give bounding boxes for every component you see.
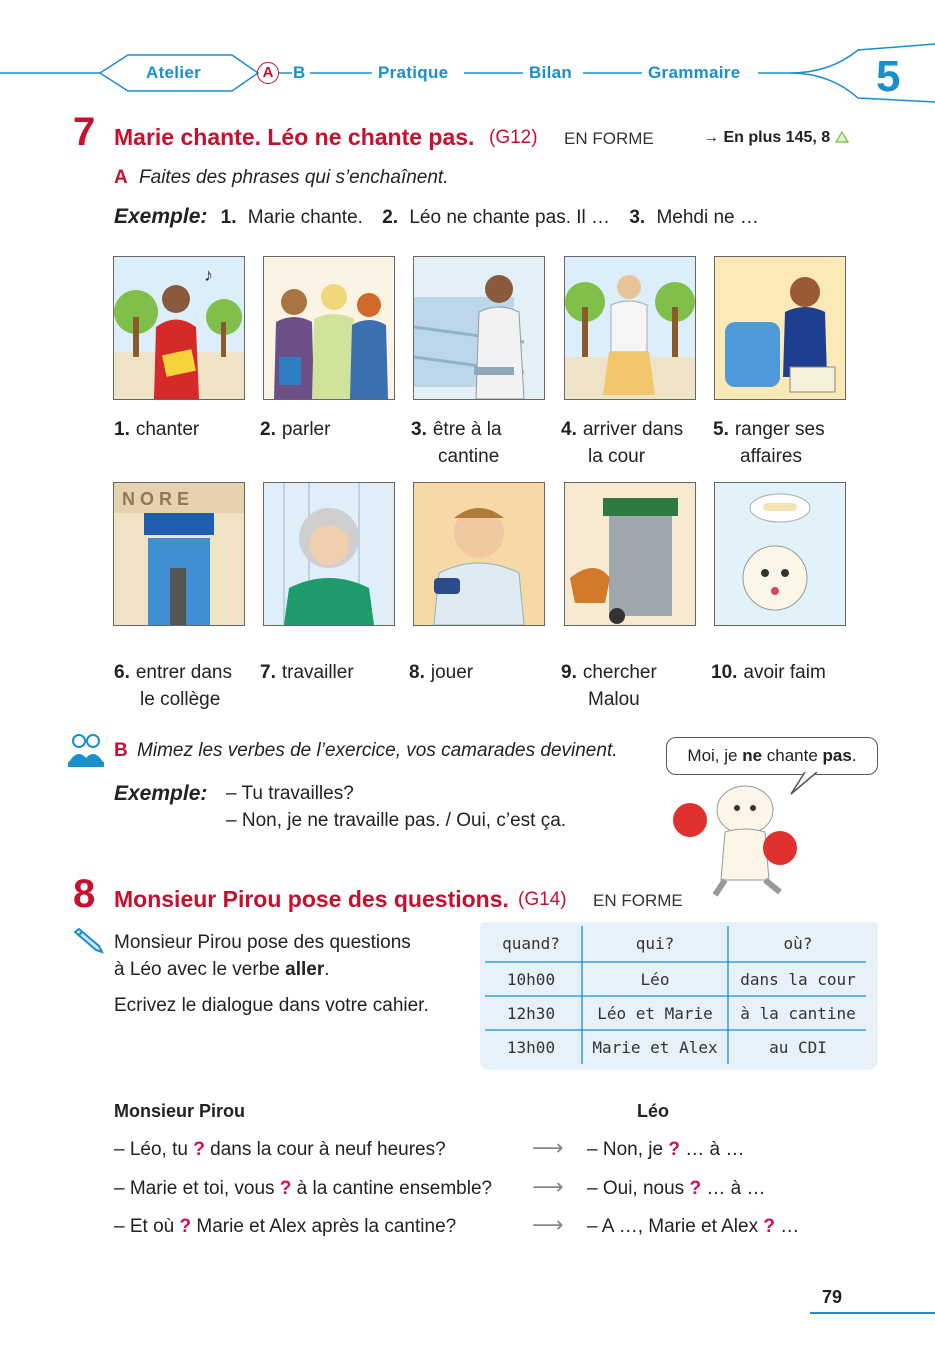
example-text: Léo ne chante pas. Il …: [409, 207, 611, 228]
dialog-question: – Marie et toi, vous ? à la cantine ensemble?: [114, 1178, 493, 1199]
illustration-dog-hungry: [714, 482, 846, 626]
part-a-instruction: Faites des phrases qui s’enchaînent.: [139, 167, 449, 188]
part-a-letter: A: [114, 167, 128, 188]
caption-9: 9. chercher Malou: [561, 662, 657, 710]
pair-work-icon: [68, 732, 104, 768]
speech-bubble: Moi, je ne chante pas.: [666, 737, 878, 775]
triangle-icon: [835, 131, 849, 143]
plus-arrow: →: [703, 129, 719, 146]
illustration-boy-playing-phone: [413, 482, 545, 626]
nav-lines: [0, 40, 935, 110]
illustration-three-boys-talking: [263, 256, 395, 400]
example-line: [114, 205, 759, 229]
exercise-7-number: 7: [73, 110, 96, 154]
example-text: Marie chante.: [247, 207, 363, 228]
dialog-left-header: Monsieur Pirou: [114, 1101, 246, 1121]
caption-4: 4. arriver dans la cour: [561, 419, 684, 467]
ex8-intro-line-1: Monsieur Pirou pose des questions: [114, 932, 411, 953]
table-cell: 10h00: [506, 970, 556, 989]
b-example-line-1: – Tu travailles?: [226, 783, 354, 804]
exercise-7-gref[interactable]: (G12): [489, 127, 538, 148]
table-header: qui?: [635, 934, 675, 953]
example-num: 2.: [382, 207, 399, 228]
table-cell: Léo: [640, 970, 670, 989]
example-num: 3.: [629, 207, 646, 228]
caption-1: 1. chanter: [114, 419, 200, 440]
table-header: où?: [783, 934, 813, 953]
exercise-7-title: Marie chante. Léo ne chante pas.: [114, 124, 475, 150]
table-cell: dans la cour: [740, 970, 856, 989]
table-cell: Léo et Marie: [597, 1004, 713, 1023]
page-number-rule: [810, 1312, 935, 1314]
arrow-icon: ⟶: [532, 1174, 564, 1199]
illustration-singing-girl: [113, 256, 245, 400]
illustration-boy-at-cantine: [413, 256, 545, 400]
exercise-8-number: 8: [73, 872, 96, 916]
unit-number: 5: [876, 52, 901, 101]
exercise-8-gref[interactable]: (G14): [518, 889, 567, 910]
exercise-8-tag: EN FORME: [593, 891, 683, 910]
table-cell: à la cantine: [740, 1004, 856, 1023]
sign-text: N O R E: [122, 489, 190, 509]
illustration-woman-arriving: [564, 256, 696, 400]
arrow-icon: ⟶: [532, 1212, 564, 1237]
dialog-answer: – A …, Marie et Alex ? …: [587, 1216, 800, 1237]
nav-pratique[interactable]: Pratique: [378, 63, 449, 82]
ex8-instruction: Ecrivez le dialogue dans votre cahier.: [114, 995, 429, 1016]
page-number: 79: [822, 1287, 843, 1307]
nav-atelier[interactable]: Atelier: [146, 63, 202, 82]
arrow-icon: ⟶: [532, 1135, 564, 1160]
table-cell: au CDI: [769, 1038, 827, 1057]
caption-8: 8. jouer: [409, 662, 474, 683]
part-b-instruction: Mimez les verbes de l’exercice, vos camarades devinent.: [137, 740, 618, 761]
illustration-dog-boxing: [665, 770, 825, 900]
example-label: Exemple:: [114, 205, 208, 228]
illustration-dog-and-bin: [564, 482, 696, 626]
pencil-icon: [72, 928, 104, 954]
en-plus-ref[interactable]: En plus 145, 8: [723, 129, 831, 146]
caption-5: 5. ranger ses affaires: [713, 419, 825, 467]
ex8-intro-line-2: à Léo avec le verbe aller.: [114, 959, 330, 980]
nav-a-circle[interactable]: A: [257, 62, 279, 84]
caption-7: 7. travailler: [260, 662, 354, 683]
caption-6: 6. entrer dans le collège: [114, 662, 232, 710]
schedule-table: [480, 922, 878, 1070]
nav-grammaire[interactable]: Grammaire: [648, 63, 741, 82]
svg-text:♪: ♪: [204, 265, 213, 285]
illustration-school-entrance: [113, 482, 245, 626]
example-num: 1.: [220, 207, 237, 228]
dialog-right-header: Léo: [637, 1101, 670, 1121]
caption-10: 10. avoir faim: [711, 662, 826, 683]
nav-bilan[interactable]: Bilan: [529, 63, 573, 82]
b-example-line-2: – Non, je ne travaille pas. / Oui, c’est ça.: [226, 810, 567, 831]
dialog-question: – Et où ? Marie et Alex après la cantine?: [114, 1216, 457, 1237]
example-text: Mehdi ne …: [656, 207, 759, 228]
exercise-7-tag: EN FORME: [564, 129, 654, 148]
exercise-8-title: Monsieur Pirou pose des questions.: [114, 886, 509, 912]
table-cell: Marie et Alex: [592, 1038, 718, 1057]
dialog-question: – Léo, tu ? dans la cour à neuf heures?: [114, 1139, 446, 1160]
b-example-label: Exemple:: [114, 782, 208, 805]
nav-b[interactable]: B: [293, 63, 306, 82]
table-header: quand?: [502, 934, 560, 953]
table-cell: 13h00: [506, 1038, 556, 1057]
dialog-answer: – Oui, nous ? … à …: [587, 1178, 766, 1199]
table-cell: 12h30: [506, 1004, 556, 1023]
illustration-woman-working: [263, 482, 395, 626]
illustration-girl-packing-bag: [714, 256, 846, 400]
caption-3: 3. être à la cantine: [411, 419, 502, 467]
dialog-answer: – Non, je ? … à …: [587, 1139, 745, 1160]
part-b-letter: B: [114, 740, 128, 761]
caption-2: 2. parler: [260, 419, 331, 440]
